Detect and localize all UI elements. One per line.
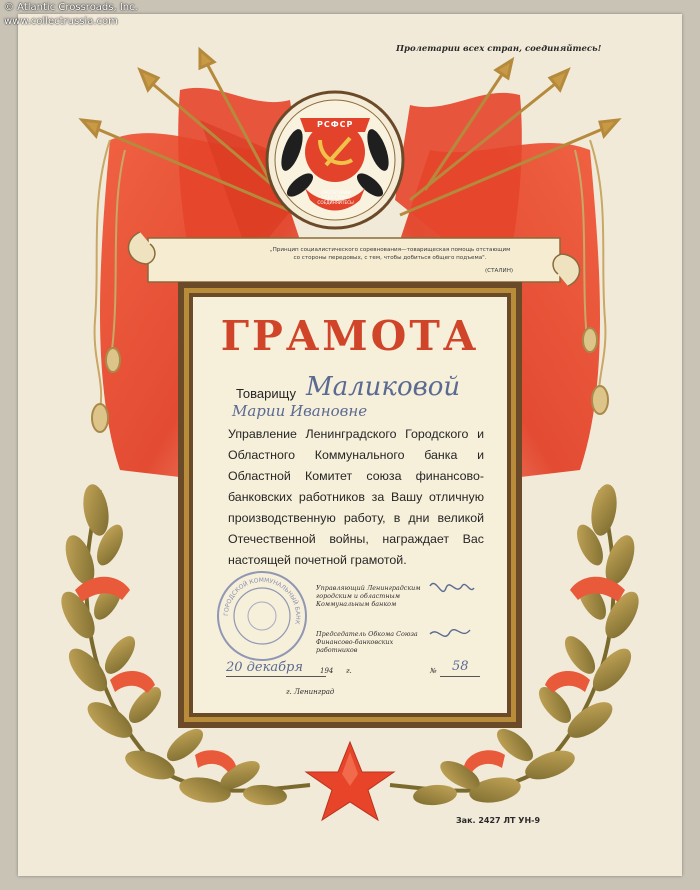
stamp-ring-svg — [222, 576, 302, 656]
certificate-number: 58 — [452, 659, 469, 674]
certificate-body: Управление Ленинградского Городского и Областного Коммунального банка и Областной Комитет союза финансово-банковских работников за Вашу отличную производственную работу, в дни великой Отечественной войны, награждает Вас настоящей почетной грамотой. — [228, 427, 484, 567]
emblem-motto-line-1: ПРОЛЕТАРИИ — [321, 190, 351, 195]
signature-block-2: Председатель Обкома Союза Финансово-банковских работников — [316, 630, 418, 654]
emblem-motto-line-2: ВСЕХ СТРАН, — [322, 195, 350, 200]
emblem-motto-line-3: СОЕДИНЯЙТЕСЬ! — [317, 200, 355, 205]
year-prefix: 194 — [320, 667, 334, 675]
year-suffix: г. — [346, 667, 352, 675]
certificate-title: ГРАМОТА — [220, 312, 480, 360]
signature-block-1: Управляющий Ленинградским городским и областным Коммунальным банком — [316, 584, 421, 608]
print-order-code: Зак. 2427 ЛТ УН-9 — [456, 816, 541, 825]
url-watermark: www.collectrussia.com — [4, 16, 118, 27]
quote-line-2: со стороны передовых, с тем, чтобы добиться общего подъема". — [293, 255, 487, 261]
recipient-surname: Маликовой — [306, 372, 461, 402]
stamp-ring-label: ГОРОДСКОЙ КОММУНАЛЬНЫЙ БАНК — [222, 576, 302, 625]
handwritten-date: 20 декабря — [226, 660, 303, 675]
number-underline — [440, 676, 480, 677]
number-label: № — [430, 667, 437, 675]
red-star — [306, 742, 394, 820]
rsfsr-emblem — [267, 92, 403, 228]
emblem-abbrev: РСФСР — [317, 120, 354, 129]
emblem-motto — [312, 190, 360, 205]
date-underline — [226, 676, 326, 677]
copyright-watermark: © Atlantic Crossroads, Inc. — [4, 2, 138, 13]
header-slogan: Пролетарии всех стран, соединяйтесь! — [396, 44, 602, 54]
svg-text:ГОРОДСКОЙ КОММУНАЛЬНЫЙ БАНК — [223, 577, 301, 626]
greeting-label: Товарищу — [236, 386, 296, 401]
city-label: г. Ленинград — [286, 688, 335, 696]
stamp-ring-text — [222, 576, 302, 656]
stalin-quote — [220, 246, 560, 262]
quote-line-1: „Принцип социалистического соревнования—товарищеская помощь отстающим — [269, 247, 511, 253]
quote-attribution: (СТАЛИН) — [485, 268, 514, 274]
recipient-name: Марии Ивановне — [232, 402, 368, 420]
